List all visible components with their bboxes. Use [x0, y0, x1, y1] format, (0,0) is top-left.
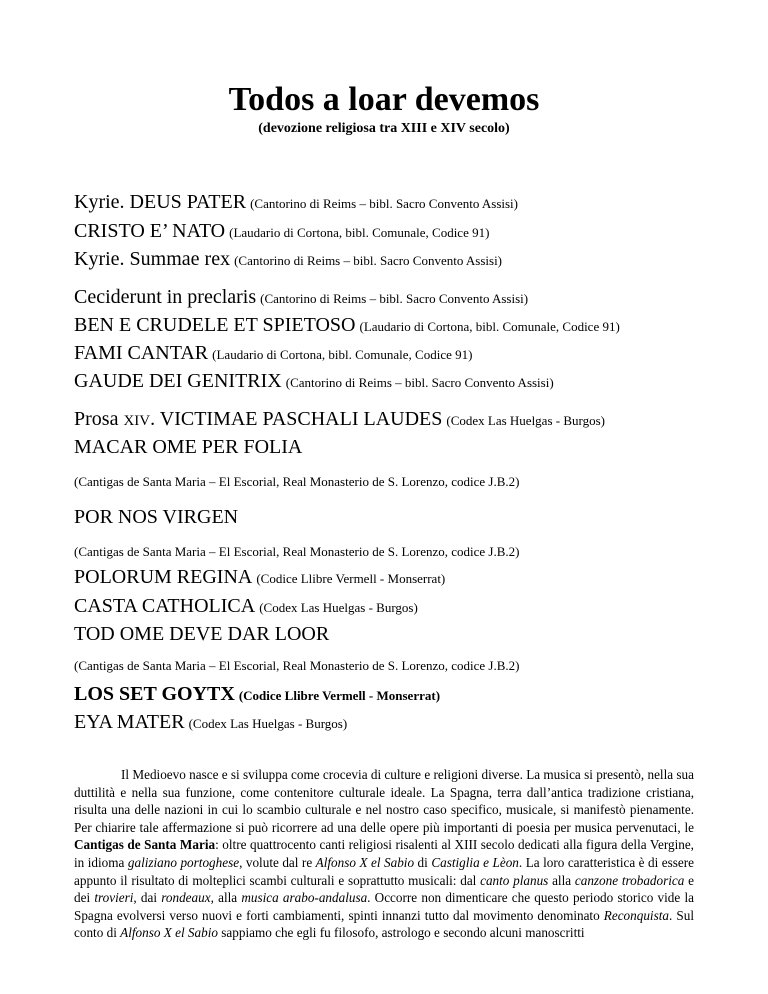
piece-title: EYA MATER — [74, 711, 185, 733]
piece-numeral: XIV — [123, 413, 151, 429]
piece-source: (Codex Las Huelgas - Burgos) — [259, 600, 418, 615]
piece-source: (Cantigas de Santa Maria – El Escorial, Real Monasterio de S. Lorenzo, codice J.B.2) — [74, 658, 520, 673]
essay-paragraph: Il Medioevo nasce e si sviluppa come crocevia di culture e religioni diverse. La musica si presentò, nella sua duttilità e nella sua funzione, come contenitore culturale ideale. La Spagna, terra dall’antica tradizione cristiana, risulta una delle nazioni in cui lo scambio culturale e nel nostro caso specifico, musicale, si manifestò pienamente. Per chiarire tale affermazione si può ricorrere ad una delle opere più importanti di poesia per musica pervenutaci, le Cantigas de Santa Maria: oltre quattrocento canti religiosi risalenti al XIII secolo dedicati alla figura della Vergine, in idioma galiziano portoghese, volute dal re Alfonso X el Sabio di Castiglia e Lèon. La loro caratteristica è di essere appunto il risultato di molteplici scambi culturali e soprattutto musicali: dal canto planus alla canzone trobadorica e dei trovieri, dai rondeaux, alla musica arabo-andalusa. Occorre non dimenticare che questo periodo storico vide la Spagna evolversi verso nuovi e forti cambiamenti, spinti innanzi tutto dal movimento denominato Reconquista. Sul conto di Alfonso X el Sabio sappiamo che egli fu filosofo, astrologo e secondo alcuni manoscritti — [74, 767, 694, 941]
piece-title: LOS SET GOYTX — [74, 683, 235, 705]
program-item — [74, 219, 489, 245]
program-item — [74, 435, 302, 461]
piece-source: (Cantorino di Reims – bibl. Sacro Convento Assisi) — [260, 291, 529, 306]
piece-title: Ceciderunt in preclaris — [74, 286, 257, 308]
piece-title: POLORUM REGINA — [74, 566, 253, 588]
piece-title: POR NOS VIRGEN — [74, 506, 239, 528]
piece-title: CRISTO E’ NATO — [74, 220, 226, 242]
piece-title: . VICTIMAE PASCHALI LAUDES — [150, 408, 443, 430]
piece-source: (Codex Las Huelgas - Burgos) — [188, 716, 348, 731]
piece-source: (Cantigas de Santa Maria – El Escorial, Real Monasterio de S. Lorenzo, codice J.B.2) — [74, 544, 520, 559]
piece-source: (Cantorino di Reims – bibl. Sacro Convento Assisi) — [234, 253, 503, 268]
piece-title: FAMI CANTAR — [74, 342, 209, 364]
piece-source: (Laudario di Cortona, bibl. Comunale, Codice 91) — [229, 225, 490, 240]
piece-title: GAUDE DEI GENITRIX — [74, 370, 282, 392]
document-title: Todos a loar devemos — [228, 81, 540, 118]
program-item — [74, 505, 238, 531]
piece-title: Kyrie. Summae rex — [74, 248, 231, 270]
program-item — [74, 710, 347, 736]
piece-source: (Laudario di Cortona, bibl. Comunale, Codice 91) — [359, 319, 620, 334]
piece-source: (Cantigas de Santa Maria – El Escorial, Real Monasterio de S. Lorenzo, codice J.B.2) — [74, 474, 520, 489]
piece-title: TOD OME DEVE DAR LOOR — [74, 623, 330, 645]
piece-title: Kyrie. DEUS PATER — [74, 191, 247, 213]
program-item — [74, 682, 440, 708]
program-item — [74, 247, 502, 273]
program-item — [74, 565, 445, 591]
piece-source: (Codice Llibre Vermell - Monserrat) — [256, 571, 446, 586]
piece-title: BEN E CRUDELE ET SPIETOSO — [74, 314, 356, 336]
piece-prefix: Prosa — [74, 408, 124, 430]
program-item — [74, 313, 620, 339]
piece-source: (Codex Las Huelgas - Burgos) — [446, 413, 605, 428]
program-item — [74, 622, 329, 648]
program-item — [74, 285, 528, 311]
program-item — [74, 594, 418, 620]
piece-source: (Laudario di Cortona, bibl. Comunale, Codice 91) — [212, 347, 473, 362]
piece-title: MACAR OME PER FOLIA — [74, 436, 303, 458]
program-item — [74, 341, 472, 367]
program-item — [74, 407, 605, 433]
highlight-title: Cantigas de Santa Maria — [74, 837, 216, 853]
program-item — [74, 190, 518, 216]
document-subtitle: (devozione religiosa tra XIII e XIV secolo) — [258, 121, 510, 136]
program-item — [74, 369, 554, 395]
piece-source: (Cantorino di Reims – bibl. Sacro Convento Assisi) — [250, 196, 518, 211]
piece-title: CASTA CATHOLICA — [74, 595, 256, 617]
piece-source: (Codice Llibre Vermell - Monserrat) — [238, 688, 441, 703]
piece-source: (Cantorino di Reims – bibl. Sacro Convento Assisi) — [285, 375, 554, 390]
